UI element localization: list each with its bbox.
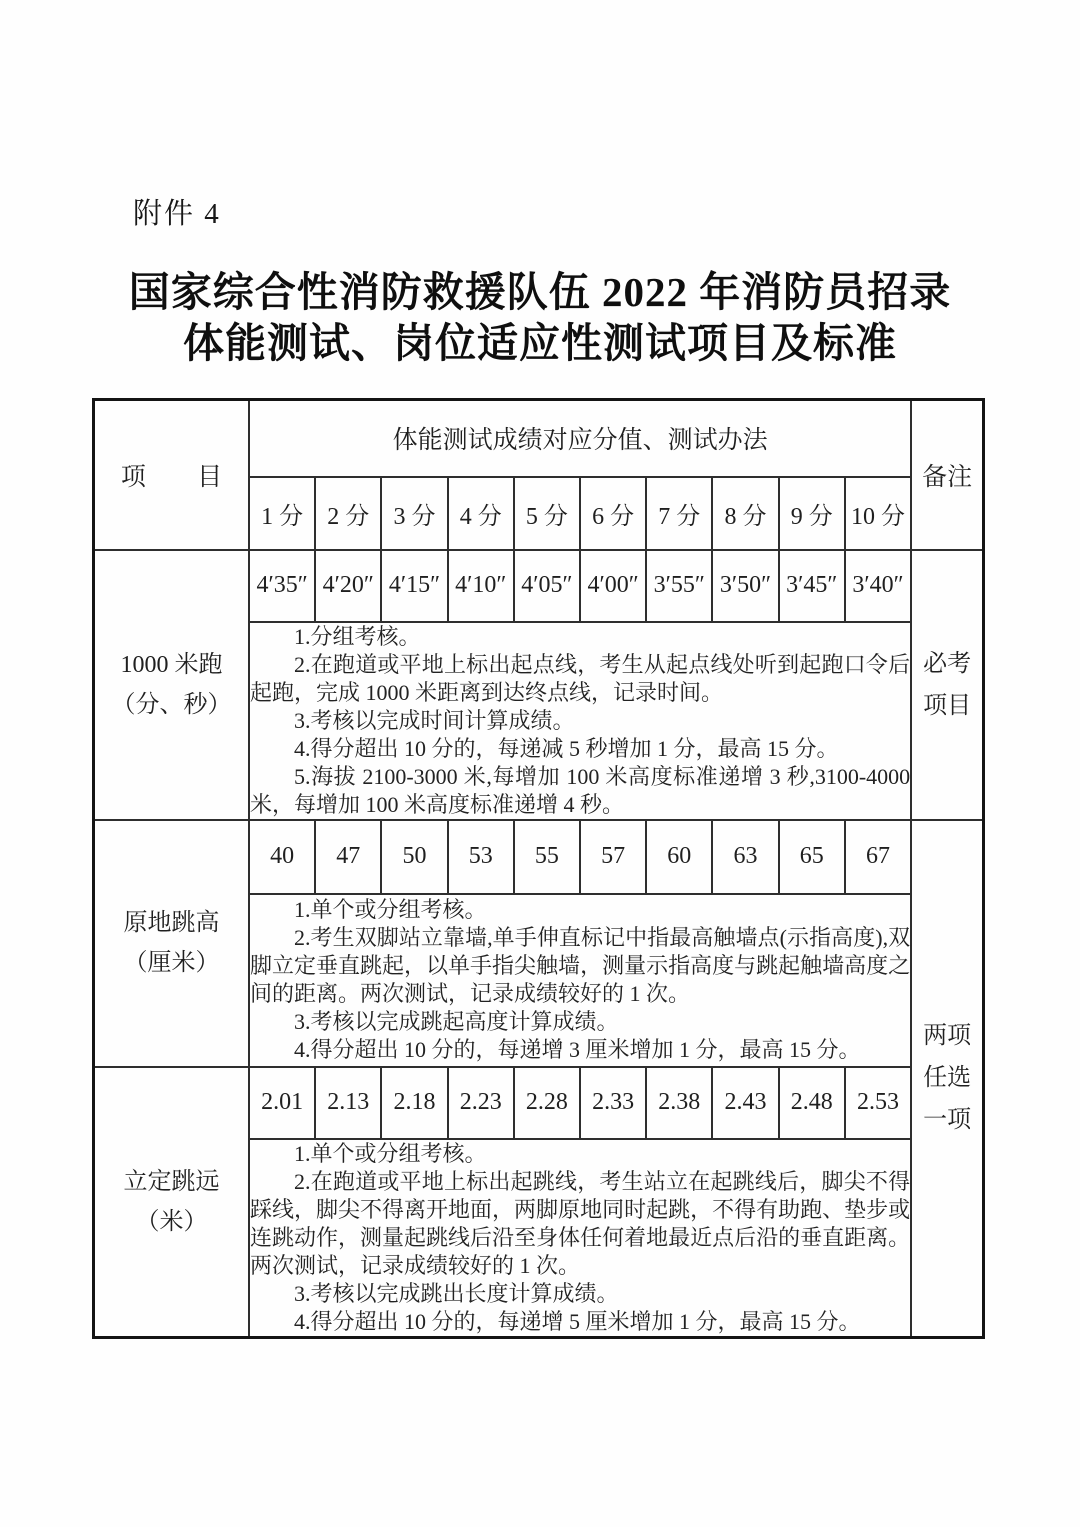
standards-table (92, 398, 985, 1339)
method-paragraph: 1.单个或分组考核。 (293, 897, 487, 922)
score-value-cell: 47 (315, 820, 381, 894)
document-title-line-1: 国家综合性消防救援队伍 2022 年消防员招录 (128, 269, 952, 315)
score-value-cell: 2.33 (580, 1067, 646, 1139)
score-value-cell: 50 (381, 820, 447, 894)
item-label-line-2: （厘米） (123, 950, 220, 976)
document-title-line-2: 体能测试、岗位适应性测试项目及标准 (183, 320, 897, 366)
score-value-cell: 4′05″ (514, 550, 580, 622)
score-value-cell: 63 (712, 820, 778, 894)
score-value-cell: 4′00″ (580, 550, 646, 622)
remark-choose-one-of-two: 两项任选一项 (911, 820, 983, 1338)
score-value-cell: 55 (514, 820, 580, 894)
header-score-1: 1 分 (249, 477, 315, 550)
header-score-section: 体能测试成绩对应分值、测试办法 (249, 400, 911, 477)
score-value-cell: 67 (845, 820, 911, 894)
method-paragraph: 1.分组考核。 (293, 623, 421, 649)
score-value-cell: 2.01 (249, 1067, 315, 1139)
method-paragraph: 4.得分超出 10 分的，每递增 3 厘米增加 1 分，最高 15 分。 (293, 1037, 861, 1062)
method-paragraph: 2.在跑道或平地上标出起点线，考生从起点线处听到起跑口令后起跑，完成 1000 米距离到达终点线，记录时间。 (249, 651, 911, 705)
score-value-cell: 53 (448, 820, 514, 894)
item-label-vertical-jump (94, 820, 249, 1067)
method-paragraph: 4.得分超出 10 分的，每递增 5 厘米增加 1 分，最高 15 分。 (293, 1308, 861, 1334)
score-value-cell: 60 (646, 820, 712, 894)
score-value-cell: 2.28 (514, 1067, 580, 1139)
header-score-7: 7 分 (646, 477, 712, 550)
item-label-long-jump (94, 1067, 249, 1338)
score-value-cell: 3′40″ (845, 550, 911, 622)
method-paragraph: 2.考生双脚站立靠墙,单手伸直标记中指最高触墙点(示指高度),双脚立定垂直跳起，以单手指尖触墙，测量示指高度与跳起触墙高度之间的距离。两次测试，记录成绩较好的 1 次。 (249, 925, 911, 1006)
score-value-cell: 4′15″ (381, 550, 447, 622)
item-label-1000m-run (94, 550, 249, 820)
method-paragraph: 1.单个或分组考核。 (293, 1140, 487, 1166)
score-value-cell: 2.38 (646, 1067, 712, 1139)
score-value-cell: 65 (779, 820, 845, 894)
score-value-cell: 4′20″ (315, 550, 381, 622)
item-label-line-2: （分、秒） (111, 691, 232, 718)
method-paragraph: 4.得分超出 10 分的，每递减 5 秒增加 1 分，最高 15 分。 (293, 735, 839, 761)
score-value-cell: 57 (580, 820, 646, 894)
header-score-2: 2 分 (315, 477, 381, 550)
method-paragraph: 5.海拔 2100-3000 米,每增加 100 米高度标准递增 3 秒,3100-4000 米，每增加 100 米高度标准递增 4 秒。 (249, 763, 911, 817)
header-score-6: 6 分 (580, 477, 646, 550)
score-value-cell: 3′45″ (779, 550, 845, 622)
score-value-cell: 3′50″ (712, 550, 778, 622)
item-label-line-1: 原地跳高 (123, 910, 220, 936)
method-paragraph: 3.考核以完成跳起高度计算成绩。 (293, 1009, 619, 1034)
item-label-line-2: （米） (135, 1208, 208, 1235)
test-method-cell-long-jump (249, 1139, 911, 1338)
score-value-cell: 2.23 (448, 1067, 514, 1139)
attachment-label: 附件 4 (133, 198, 221, 230)
document-title (0, 267, 1080, 369)
header-score-3: 3 分 (381, 477, 447, 550)
score-value-cell: 4′10″ (448, 550, 514, 622)
method-paragraph: 3.考核以完成时间计算成绩。 (293, 707, 575, 733)
score-value-cell: 40 (249, 820, 315, 894)
score-value-cell: 2.13 (315, 1067, 381, 1139)
score-value-cell: 2.43 (712, 1067, 778, 1139)
test-method-cell-vertical-jump (249, 894, 911, 1067)
header-score-5: 5 分 (514, 477, 580, 550)
header-score-9: 9 分 (779, 477, 845, 550)
item-label-line-1: 立定跳远 (123, 1168, 220, 1195)
score-value-cell: 2.53 (845, 1067, 911, 1139)
score-value-cell: 2.48 (779, 1067, 845, 1139)
header-remark: 备注 (911, 400, 983, 550)
method-paragraph: 3.考核以完成跳出长度计算成绩。 (293, 1280, 619, 1306)
method-paragraph: 2.在跑道或平地上标出起跳线，考生站立在起跳线后，脚尖不得踩线，脚尖不得离开地面，两脚原地同时起跳，不得有助跑、垫步或连跳动作，测量起跳线后沿至身体任何着地最近点后沿的垂直距离。两次测试，记录成绩较好的 1 次。 (249, 1168, 911, 1278)
header-score-10: 10 分 (845, 477, 911, 550)
score-value-cell: 3′55″ (646, 550, 712, 622)
remark-required-item: 必考项目 (911, 550, 983, 820)
header-score-8: 8 分 (712, 477, 778, 550)
header-score-4: 4 分 (448, 477, 514, 550)
header-item: 项 目 (94, 400, 249, 550)
item-label-line-1: 1000 米跑 (120, 651, 223, 678)
score-value-cell: 2.18 (381, 1067, 447, 1139)
score-value-cell: 4′35″ (249, 550, 315, 622)
test-method-cell-1000m-run (249, 622, 911, 820)
